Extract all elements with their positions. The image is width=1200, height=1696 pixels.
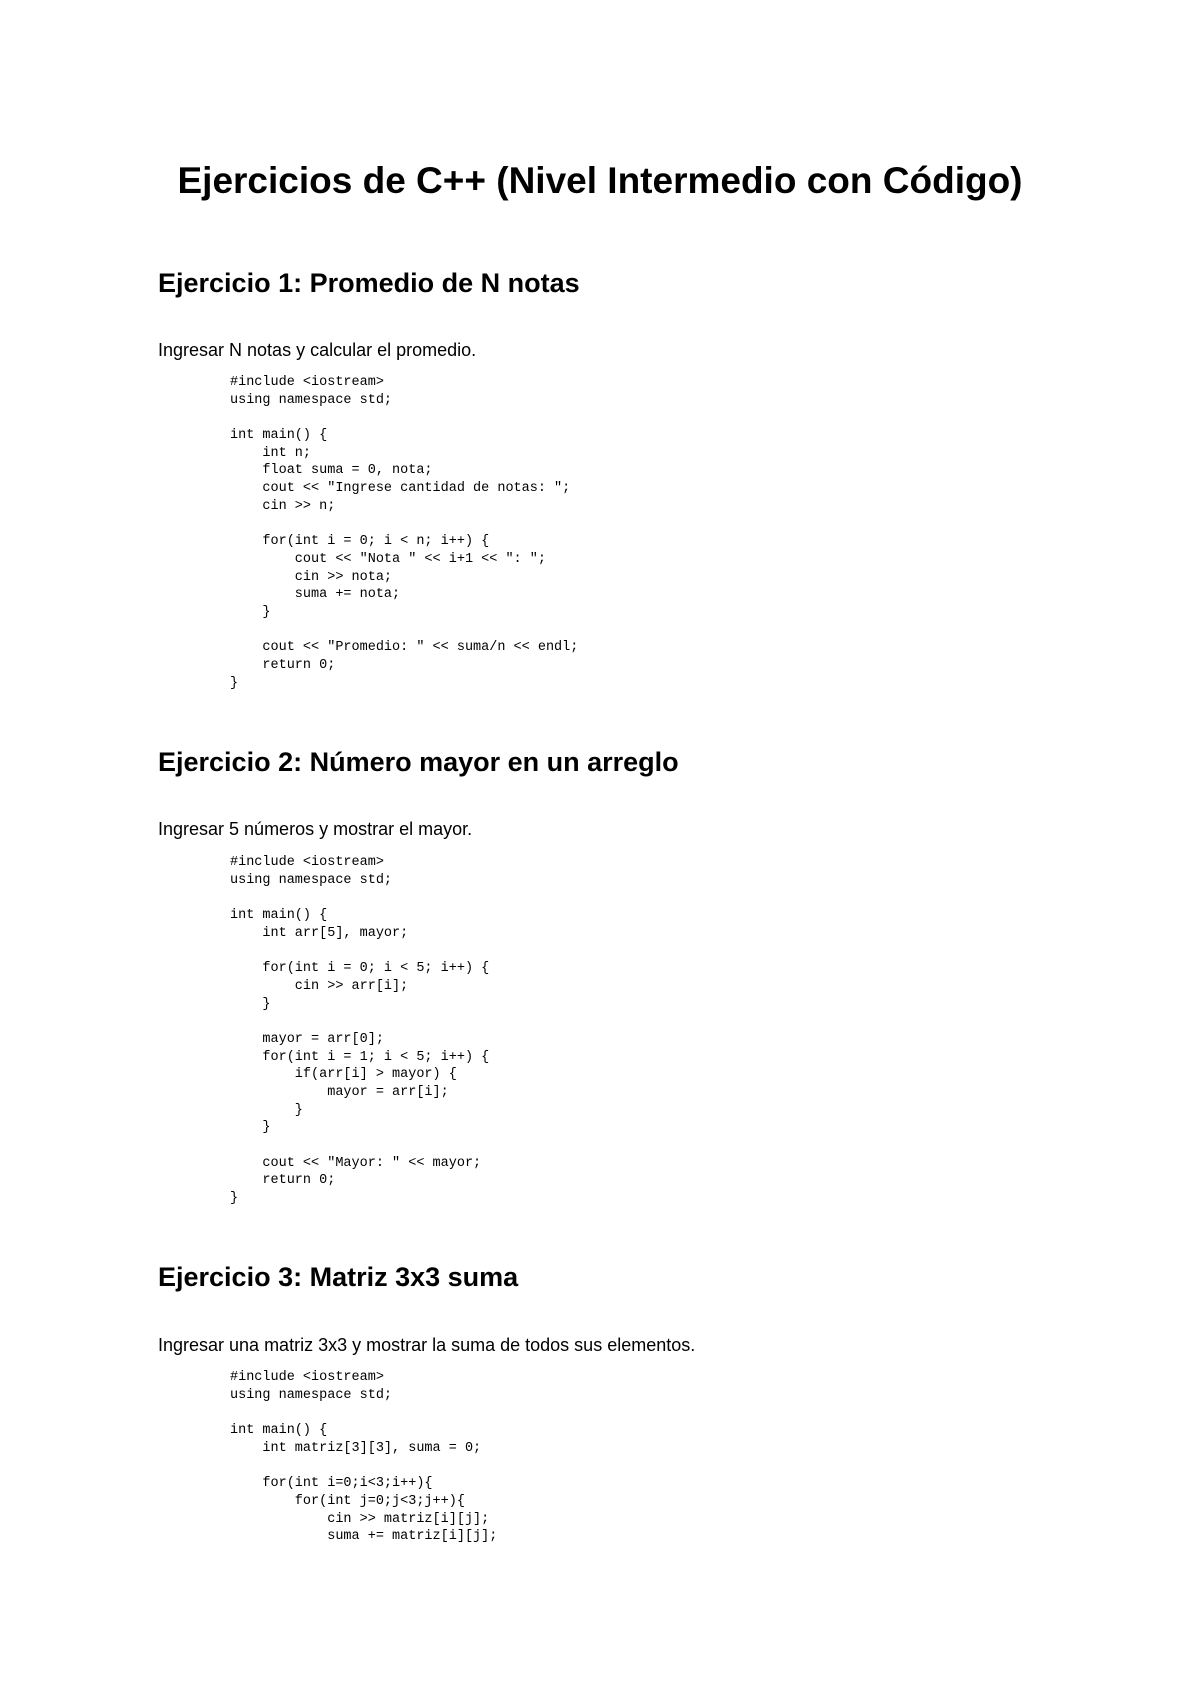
code-line: }	[230, 1191, 239, 1207]
code-line: for(int i = 0; i < n; i++) {	[230, 534, 490, 550]
code-line: mayor = arr[0];	[230, 1031, 384, 1047]
code-line: int main() {	[230, 908, 328, 924]
code-line: cin >> matriz[i][j];	[230, 1511, 490, 1527]
code-line: cout << "Nota " << i+1 << ": ";	[230, 551, 546, 567]
exercise-3-description: Ingresar una matriz 3x3 y mostrar la suma de todos sus elementos.	[158, 1335, 696, 1355]
code-line: using namespace std;	[230, 392, 393, 408]
document-title: Ejercicios de C++ (Nivel Intermedio con Código)	[177, 160, 1023, 201]
code-line: for(int i = 0; i < 5; i++) {	[230, 961, 490, 977]
exercise-1-description: Ingresar N notas y calcular el promedio.	[158, 340, 477, 360]
code-line	[230, 1404, 497, 1422]
code-line	[230, 516, 578, 534]
code-line: for(int j=0;j<3;j++){	[230, 1493, 465, 1509]
code-line: }	[230, 996, 271, 1012]
code-line: cout << "Promedio: " << suma/n << endl;	[230, 640, 579, 656]
code-line	[230, 409, 578, 427]
code-line: suma += nota;	[230, 587, 401, 603]
code-line: int main() {	[230, 1423, 328, 1439]
exercise-2-description: Ingresar 5 números y mostrar el mayor.	[158, 819, 473, 839]
exercise-1-heading: Ejercicio 1: Promedio de N notas	[158, 268, 580, 298]
code-line: for(int i=0;i<3;i++){	[230, 1476, 433, 1492]
exercise-1-code-block	[230, 374, 578, 692]
code-line: using namespace std;	[230, 1387, 393, 1403]
code-line: #include <iostream>	[230, 855, 384, 870]
code-line: float suma = 0, nota;	[230, 463, 433, 479]
code-line	[230, 889, 489, 907]
code-line: #include <iostream>	[230, 1370, 384, 1385]
code-line: int n;	[230, 445, 312, 461]
code-line	[230, 1013, 489, 1031]
code-line: suma += matriz[i][j];	[230, 1529, 498, 1545]
code-line: cin >> arr[i];	[230, 978, 409, 994]
code-line: }	[230, 1120, 271, 1136]
code-line: using namespace std;	[230, 872, 393, 888]
code-line	[230, 1137, 489, 1155]
code-line: return 0;	[230, 1173, 336, 1189]
code-line: int arr[5], mayor;	[230, 925, 409, 941]
code-line: cout << "Mayor: " << mayor;	[230, 1155, 482, 1171]
code-line: }	[230, 604, 271, 620]
code-line: }	[230, 675, 239, 691]
code-line: mayor = arr[i];	[230, 1084, 449, 1100]
code-line: cout << "Ingrese cantidad de notas: ";	[230, 481, 571, 497]
code-line: #include <iostream>	[230, 375, 384, 390]
exercise-3-code-block	[230, 1369, 497, 1546]
code-line	[230, 942, 489, 960]
code-line	[230, 1457, 497, 1475]
exercise-2-code-block	[230, 854, 489, 1208]
code-line: for(int i = 1; i < 5; i++) {	[230, 1049, 490, 1065]
code-line: if(arr[i] > mayor) {	[230, 1067, 457, 1083]
code-line: int main() {	[230, 428, 328, 444]
code-line	[230, 622, 578, 640]
code-line: cin >> nota;	[230, 569, 393, 585]
code-line: }	[230, 1102, 303, 1118]
code-line: return 0;	[230, 658, 336, 673]
exercise-3-heading: Ejercicio 3: Matriz 3x3 suma	[158, 1262, 519, 1292]
exercise-2-heading: Ejercicio 2: Número mayor en un arreglo	[158, 747, 679, 777]
code-line: int matriz[3][3], suma = 0;	[230, 1440, 482, 1456]
code-line: cin >> n;	[230, 498, 336, 514]
